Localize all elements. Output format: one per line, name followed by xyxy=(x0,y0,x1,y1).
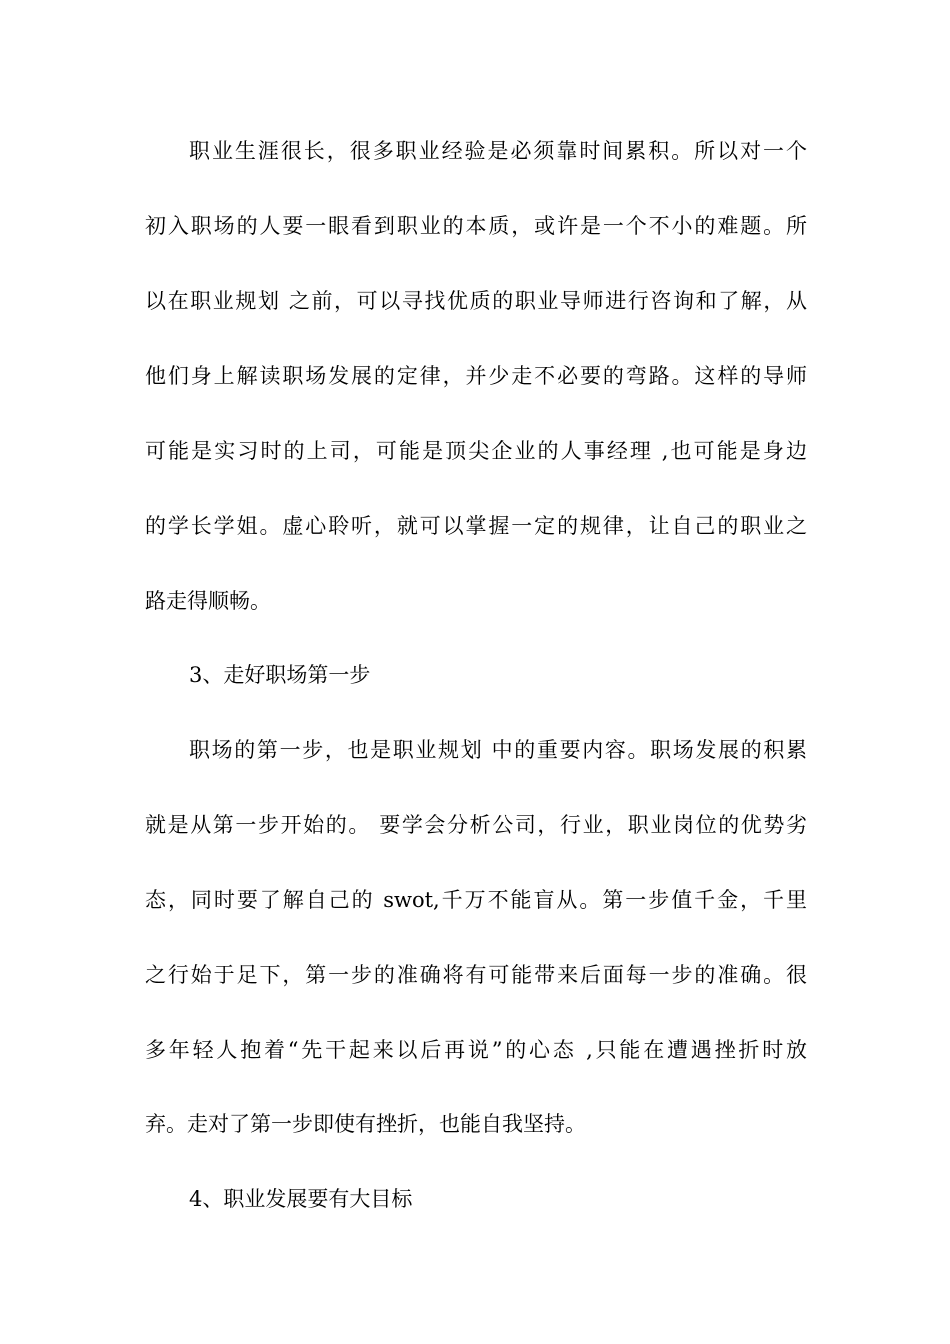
paragraph-line: 的学长学姐。虚心聆听，就可以掌握一定的规律，让自己的职业之 xyxy=(145,514,807,538)
paragraph-line: 职场的第一步，也是职业规划 中的重要内容。职场发展的积累 xyxy=(189,738,807,762)
paragraph-line: 就是从第一步开始的。 要学会分析公司，行业，职业岗位的优势劣 xyxy=(145,813,807,837)
paragraph-line: 之行始于足下，第一步的准确将有可能带来后面每一步的准确。很 xyxy=(145,963,807,987)
paragraph-line: 路走得顺畅。 xyxy=(145,589,271,613)
paragraph-line: 多年轻人抱着“先干起来以后再说”的心态 ,只能在遭遇挫折时放 xyxy=(145,1038,807,1062)
section-heading: 4、职业发展要有大目标 xyxy=(189,1187,413,1211)
paragraph-line: 弃。走对了第一步即使有挫折，也能自我坚持。 xyxy=(145,1112,586,1136)
paragraph-line: 他们身上解读职场发展的定律，并少走不必要的弯路。这样的导师 xyxy=(145,364,807,388)
paragraph-line: 以在职业规划 之前，可以寻找优质的职业导师进行咨询和了解，从 xyxy=(145,289,807,313)
paragraph-line: 可能是实习时的上司，可能是顶尖企业的人事经理 ,也可能是身边 xyxy=(145,439,807,463)
paragraph-line: 初入职场的人要一眼看到职业的本质，或许是一个不小的难题。所 xyxy=(145,214,807,238)
section-heading: 3、走好职场第一步 xyxy=(189,663,371,687)
paragraph-line: 职业生涯很长，很多职业经验是必须靠时间累积。所以对一个 xyxy=(189,139,807,163)
paragraph-line: 态，同时要了解自己的 swot,千万不能盲从。第一步值千金，千里 xyxy=(145,888,807,912)
